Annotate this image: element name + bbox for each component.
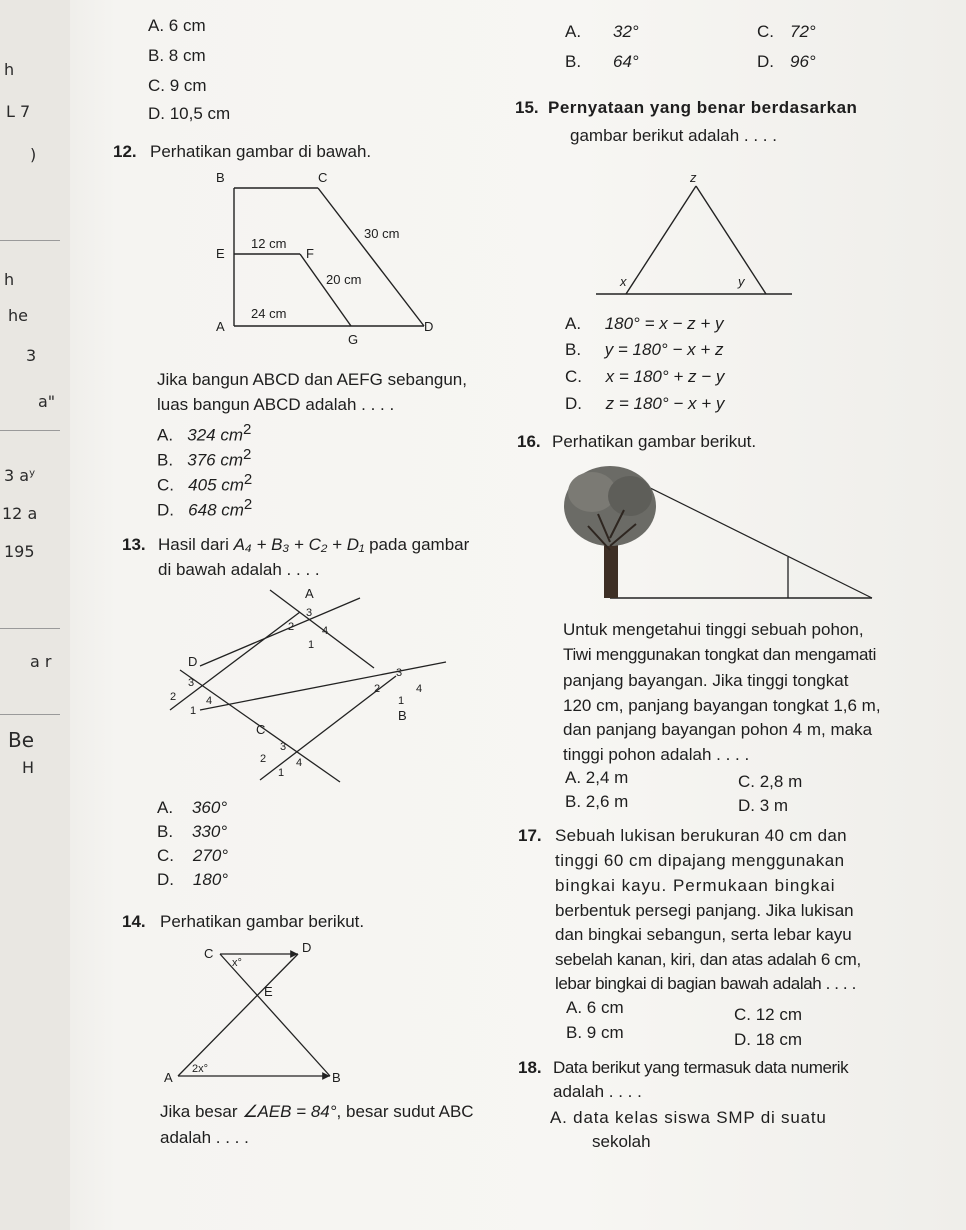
q17-body-1: Sebuah lukisan berukuran 40 cm dan <box>555 826 847 845</box>
q16-body-1: Untuk mengetahui tinggi sebuah pohon, <box>563 620 864 639</box>
q12-option-c[interactable]: C. 405 $cm^2$ <box>157 471 253 495</box>
svg-text:A: A <box>164 1070 173 1085</box>
q15-prompt-line1: Pernyataan yang benar berdasarkan <box>548 98 858 117</box>
q16-option-d[interactable]: D. 3 m <box>738 796 789 815</box>
q14-crossed-triangles-figure <box>160 938 360 1088</box>
q18-line1: Data berikut yang termasuk data numerik <box>553 1058 849 1077</box>
margin-scribble: h <box>4 270 15 289</box>
label-b: B <box>216 170 225 185</box>
q14-body-line1: Jika besar ∠AEB = 84°, besar sudut ABC <box>160 1102 474 1121</box>
q16-body-2: Tiwi menggunakan tongkat dan mengamati <box>563 645 877 664</box>
q17-option-a[interactable]: A. 6 cm <box>566 998 624 1017</box>
svg-text:C: C <box>256 722 266 737</box>
q12-option-d[interactable]: D. 648 $cm^2$ <box>157 496 253 520</box>
q15-option-d[interactable]: D. z = 180° − x + y <box>565 394 725 413</box>
q18-option-a-line1[interactable]: A. data kelas siswa SMP di suatu <box>550 1108 827 1127</box>
svg-text:4: 4 <box>206 695 213 707</box>
margin-scribble: ) <box>30 145 37 164</box>
svg-text:1: 1 <box>398 695 405 707</box>
q12-trapezoid-figure <box>196 166 436 346</box>
q18-number: 18. <box>518 1058 542 1077</box>
svg-text:2: 2 <box>288 621 295 633</box>
q18-option-a-line2: sekolah <box>592 1132 651 1151</box>
label-fg: 20 cm <box>326 272 362 287</box>
q17-number: 17. <box>518 826 542 845</box>
margin-scribble: he <box>8 306 28 325</box>
q16-tree-shadow-figure <box>562 462 874 602</box>
label-cd: 30 cm <box>364 226 400 241</box>
q13-option-b[interactable]: B. 330° <box>157 822 228 841</box>
q17-body-6: sebelah kanan, kiri, dan atas adalah 6 cm, <box>555 950 861 969</box>
q15-option-a[interactable]: A. 180° = x − z + y <box>565 314 724 333</box>
q17-option-b[interactable]: B. 9 cm <box>566 1023 624 1042</box>
svg-text:2: 2 <box>260 753 267 765</box>
margin-scribble: a r <box>30 652 52 671</box>
q17-body-5: dan bingkai sebangun, serta lebar kayu <box>555 925 852 944</box>
q13-option-a[interactable]: A. 360° <box>157 798 228 817</box>
svg-text:2: 2 <box>170 691 177 703</box>
label-g: G <box>348 332 359 346</box>
svg-text:3: 3 <box>188 677 195 689</box>
q17-body-7: lebar bingkai di bagian bawah adalah . . . . <box>555 974 856 993</box>
svg-text:D: D <box>302 940 312 955</box>
label-ag: 24 cm <box>251 306 287 321</box>
prev-option-d-value: 96° <box>790 52 816 71</box>
svg-text:2x°: 2x° <box>192 1063 209 1075</box>
q15-prompt-line2: gambar berikut adalah . . . . <box>570 126 777 145</box>
q16-option-b[interactable]: B. 2,6 m <box>565 792 629 811</box>
q15-triangle-figure <box>596 168 796 300</box>
margin-scribble: 3 <box>26 346 37 365</box>
prev-option-a-letter[interactable]: A. <box>565 22 582 41</box>
margin-scribble: 3 aʸ <box>4 466 36 485</box>
svg-text:x: x <box>620 274 627 289</box>
svg-text:4: 4 <box>416 683 423 695</box>
q12-body-line2: luas bangun ABCD adalah . . . . <box>157 395 395 414</box>
q16-number: 16. <box>517 432 541 451</box>
svg-text:1: 1 <box>190 705 197 717</box>
q15-option-c[interactable]: C. x = 180° + z − y <box>565 367 725 386</box>
svg-text:3: 3 <box>396 667 403 679</box>
margin-scribble: h <box>4 60 15 79</box>
q11-option-b[interactable]: B. 8 cm <box>148 46 206 65</box>
q13-prompt-line2: di bawah adalah . . . . <box>158 560 320 579</box>
svg-text:D: D <box>188 654 198 669</box>
q13-prompt: Hasil dari A₄ + B₃ + C₂ + D₁ pada gambar <box>158 535 470 554</box>
svg-text:4: 4 <box>296 757 303 769</box>
prev-option-d-letter[interactable]: D. <box>757 52 774 71</box>
margin-scribble: L 7 <box>6 102 31 121</box>
svg-text:1: 1 <box>278 767 285 779</box>
left-margin <box>0 0 70 1230</box>
label-c: C <box>318 170 328 185</box>
q11-option-c[interactable]: C. 9 cm <box>148 76 207 95</box>
q12-number: 12. <box>113 142 137 161</box>
q15-option-b[interactable]: B. y = 180° − x + z <box>565 340 724 359</box>
prev-option-b-value: 64° <box>613 52 639 71</box>
q16-body-4: 120 cm, panjang bayangan tongkat 1,6 m, <box>563 696 881 715</box>
margin-scribble: 195 <box>4 542 35 561</box>
prev-option-b-letter[interactable]: B. <box>565 52 582 71</box>
q14-prompt: Perhatikan gambar berikut. <box>160 912 365 931</box>
label-e: E <box>216 246 225 261</box>
svg-text:3: 3 <box>280 741 287 753</box>
svg-text:z: z <box>690 170 697 185</box>
q14-number: 14. <box>122 912 146 931</box>
svg-text:3: 3 <box>306 607 313 619</box>
svg-text:B: B <box>398 708 407 723</box>
svg-text:C: C <box>204 946 214 961</box>
prev-option-c-value: 72° <box>790 22 816 41</box>
label-ef: 12 cm <box>251 236 287 251</box>
q12-body-line1: Jika bangun ABCD dan AEFG sebangun, <box>157 370 467 389</box>
svg-text:1: 1 <box>308 639 315 651</box>
label-f: F <box>306 246 314 261</box>
label-d: D <box>424 319 434 334</box>
q17-option-d[interactable]: D. 18 cm <box>734 1030 803 1049</box>
q17-option-c[interactable]: C. 12 cm <box>734 1005 803 1024</box>
svg-text:E: E <box>264 984 273 999</box>
q14-body-line2: adalah . . . . <box>160 1128 249 1147</box>
svg-text:x°: x° <box>232 957 242 969</box>
prev-option-a-value: 32° <box>613 22 639 41</box>
q11-option-a[interactable]: A. 6 cm <box>148 16 206 35</box>
q11-option-d[interactable]: D. 10,5 cm <box>148 104 231 123</box>
q13-parallel-lines-figure <box>160 586 460 786</box>
q17-body-2: tinggi 60 cm dipajang menggunakan <box>555 851 845 870</box>
q16-option-c[interactable]: C. 2,8 m <box>738 772 803 791</box>
svg-text:A: A <box>305 586 314 601</box>
margin-scribble: Be <box>8 728 35 752</box>
q13-option-d[interactable]: D. 180° <box>157 870 229 889</box>
q15-number: 15. <box>515 98 539 117</box>
margin-scribble: H <box>22 758 35 777</box>
q16-body-6: tinggi pohon adalah . . . . <box>563 745 750 764</box>
q16-option-a[interactable]: A. 2,4 m <box>565 768 629 787</box>
svg-text:4: 4 <box>322 625 329 637</box>
prev-option-c-letter[interactable]: C. <box>757 22 774 41</box>
q12-option-a[interactable]: A. 324 $cm^2$ <box>157 421 252 445</box>
svg-text:y: y <box>738 274 745 289</box>
q16-body-5: dan panjang bayangan pohon 4 m, maka <box>563 720 873 739</box>
margin-scribble: a" <box>38 392 56 411</box>
q16-prompt: Perhatikan gambar berikut. <box>552 432 757 451</box>
q13-option-c[interactable]: C. 270° <box>157 846 229 865</box>
q13-number: 13. <box>122 535 146 554</box>
q12-option-b[interactable]: B. 376 $cm^2$ <box>157 446 252 470</box>
q17-body-3: bingkai kayu. Permukaan bingkai <box>555 876 836 895</box>
q18-line2: adalah . . . . <box>553 1082 642 1101</box>
svg-text:2: 2 <box>374 683 381 695</box>
label-a: A <box>216 319 225 334</box>
margin-scribble: 12 a <box>2 504 38 523</box>
q16-body-3: panjang bayangan. Jika tinggi tongkat <box>563 671 849 690</box>
q12-prompt: Perhatikan gambar di bawah. <box>150 142 372 161</box>
q17-body-4: berbentuk persegi panjang. Jika lukisan <box>555 901 854 920</box>
svg-text:B: B <box>332 1070 341 1085</box>
